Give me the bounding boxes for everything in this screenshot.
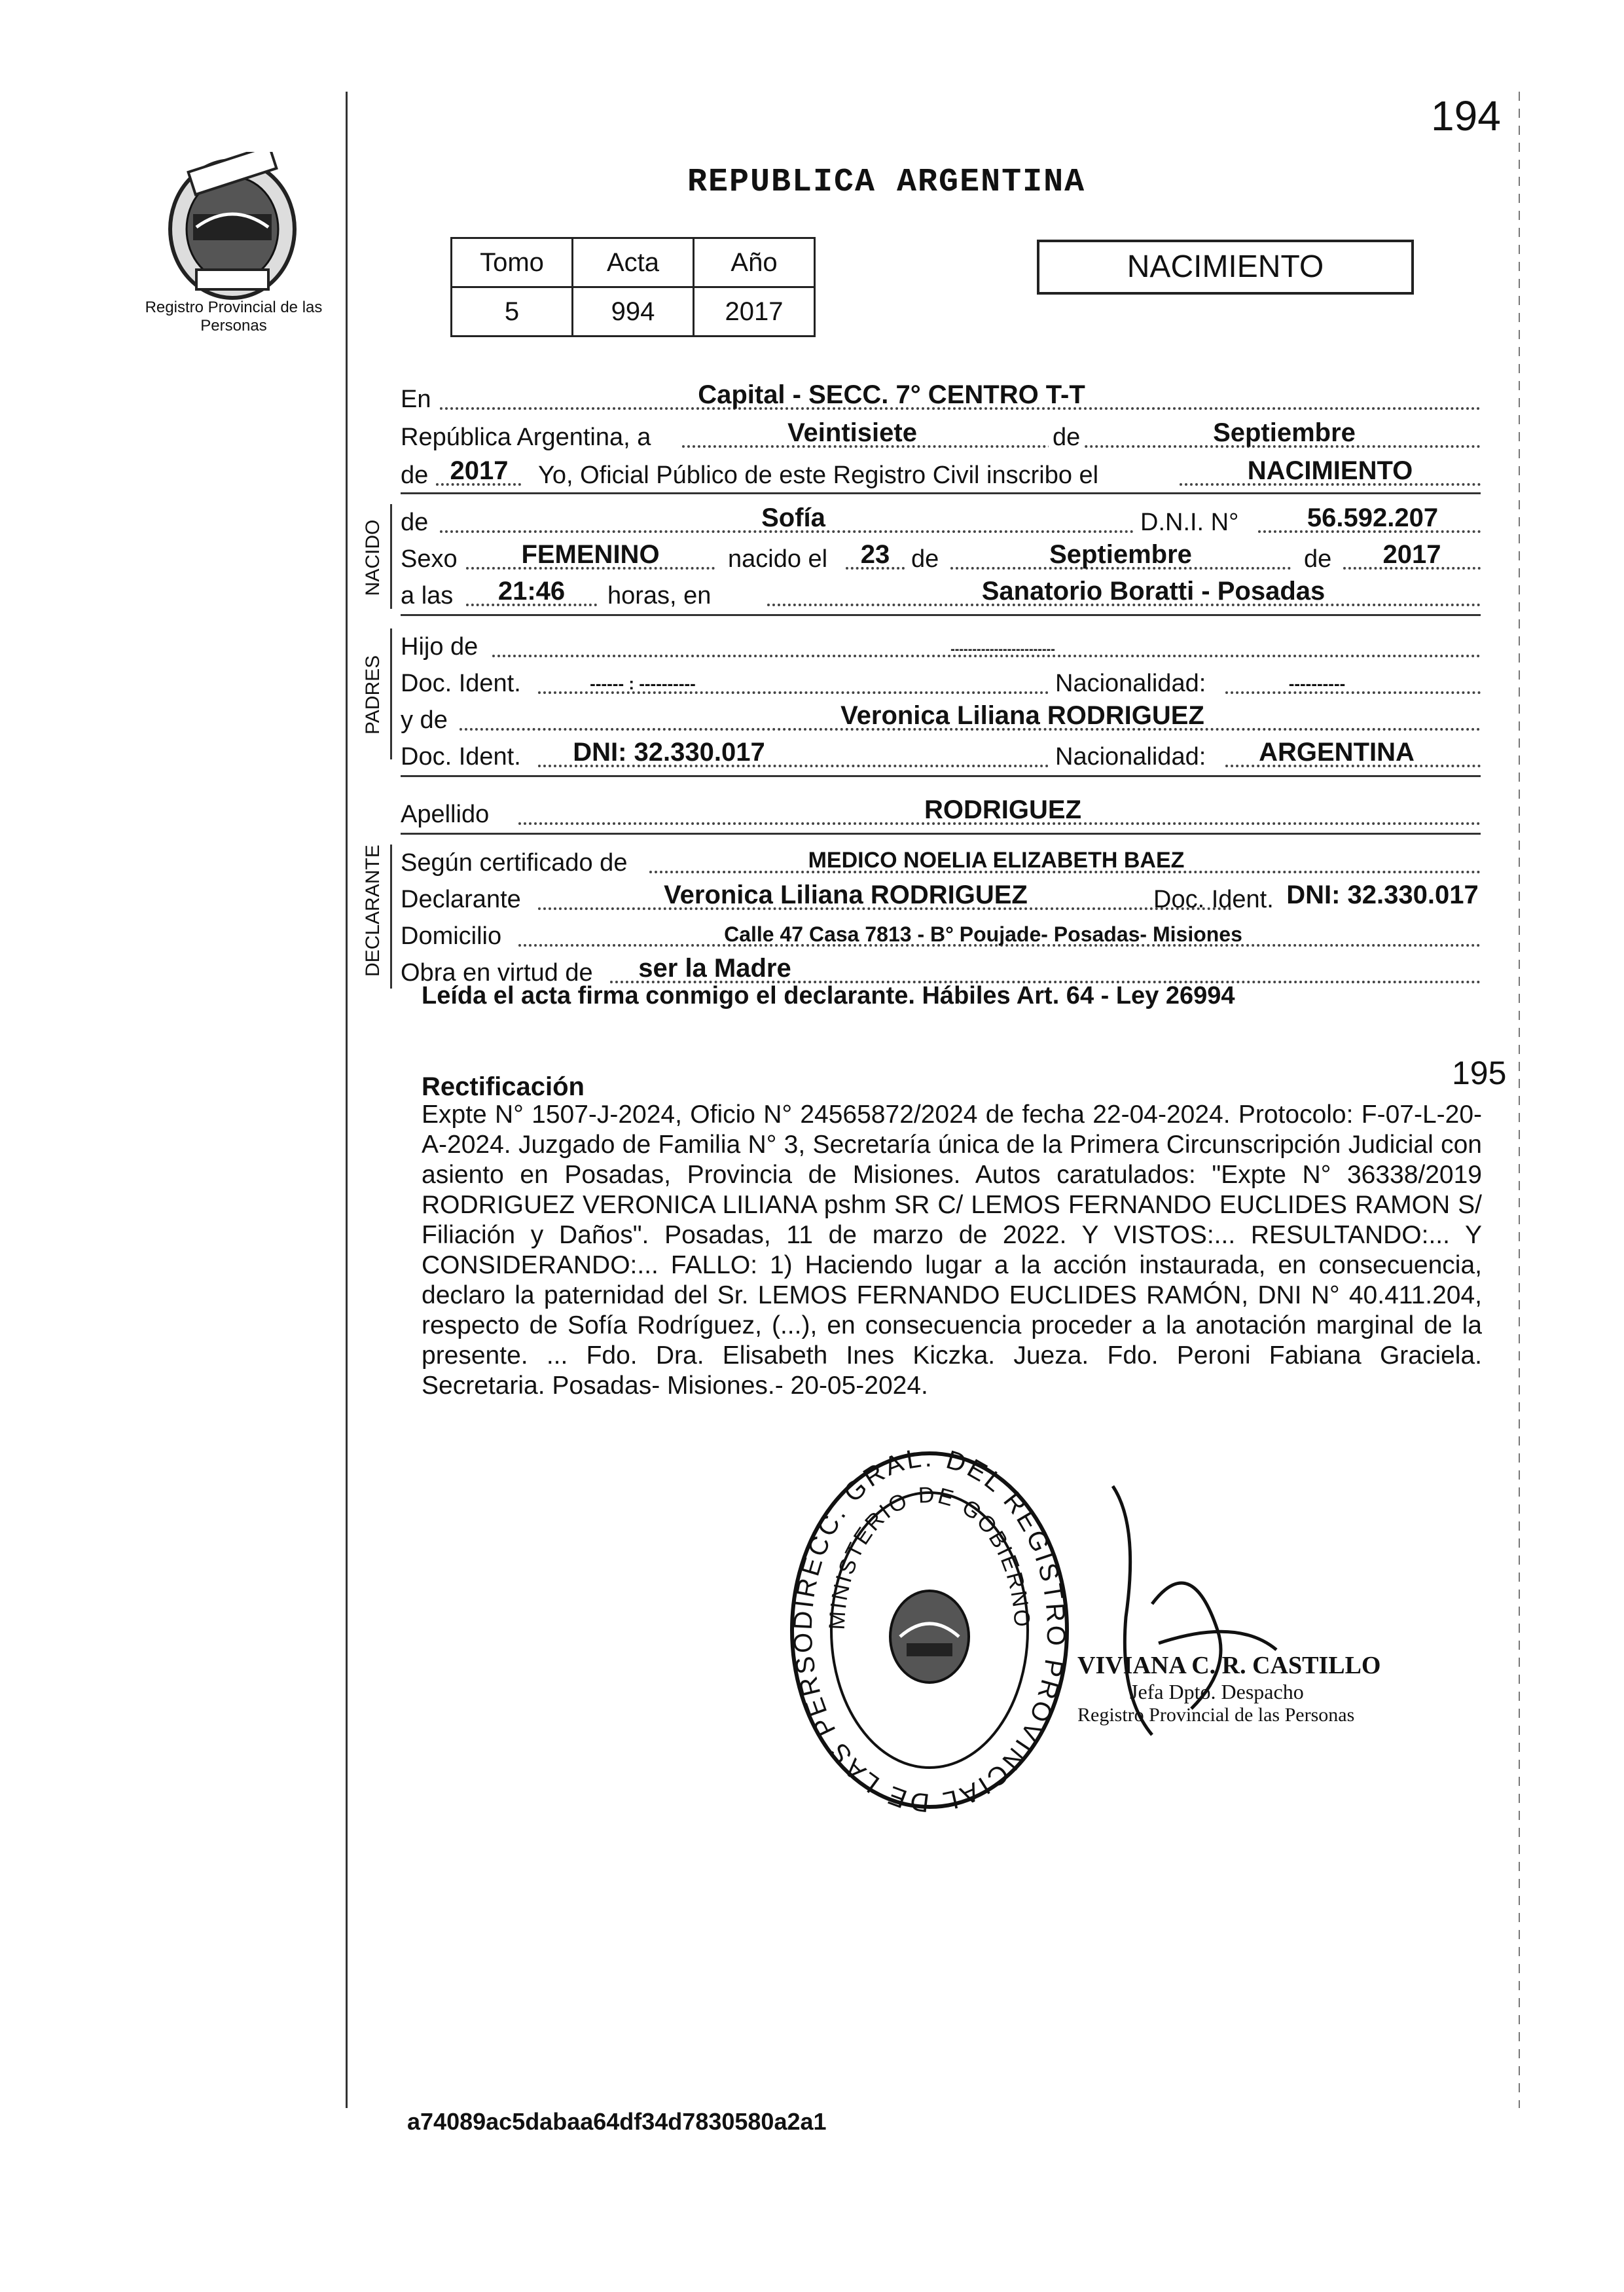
year-value: 2017	[450, 456, 509, 485]
left-margin-line	[346, 92, 348, 2108]
rectificacion-page-number: 195	[1452, 1055, 1507, 1091]
rectificacion-title: Rectificación	[422, 1072, 585, 1101]
nacido-de-label: de	[401, 509, 429, 536]
nacido-bar	[390, 504, 392, 609]
declarante-label: Declarante	[401, 886, 521, 913]
en-label: En	[401, 386, 431, 413]
father-nac-label: Nacionalidad:	[1055, 670, 1206, 697]
row-time-place	[401, 571, 1481, 610]
signer-org: Registro Provincial de las Personas	[1077, 1704, 1355, 1726]
birth-year-value: 2017	[1382, 540, 1441, 569]
obra-label: Obra en virtud de	[401, 959, 593, 987]
apellido-value: RODRIGUEZ	[924, 795, 1081, 824]
section-divider-2	[401, 614, 1481, 616]
declarante-doc-label: Doc. Ident.	[1153, 886, 1274, 913]
row-mother	[401, 695, 1481, 735]
nacido-de-label-3: de	[1304, 545, 1332, 573]
nacido-el-label: nacido el	[728, 545, 828, 573]
tomo-acta-anio-table	[450, 237, 816, 337]
hijo-de-label: Hijo de	[401, 633, 478, 661]
row-date	[401, 412, 1481, 452]
rectificacion-text: Expte N° 1507-J-2024, Oficio N° 24565872/2024 de fecha 22-04-2024. Protocolo: F-07-L-20-A-2024. Juzgado de Familia N° 3, Secretaría única de la Primera Circunscripción Judicial con asiento en Posadas, Provincia de Misiones. Autos caratulados: "Expte N° 36338/2019 RODRIGUEZ VERONICA LILIANA pshm SR C/ LEMOS FERNANDO EUCLIDES RAMON S/ Filiación y Daños". Posadas, 11 de marzo de 2022. Y VISTOS:... RESULTANDO:... Y CONSIDERANDO:... FALLO: 1) Haciendo lugar a la acción instaurada, en consecuencia, declaro la paternidad del Sr. LEMOS FERNANDO EUCLIDES RAMÓN, DNI N° 40.411.204, respecto de Sofía Rodríguez, (...), en consecuencia proceder a la anotación marginal de la presente. ... Fdo. Dra. Elisabeth Ines Kiczka. Jueza. Fdo. Peroni Fabiana Graciela. Secretaria. Posadas- Misiones.- 20-05-2024.	[422, 1101, 1482, 1400]
row-domicilio	[401, 911, 1481, 951]
birth-month-value: Septiembre	[1049, 540, 1192, 569]
declarante-value: Veronica Liliana RODRIGUEZ	[664, 881, 1028, 909]
child-name-value: Sofía	[761, 503, 825, 532]
father-doc-value: ------ : ----------	[590, 674, 696, 693]
declarante-section-label: DECLARANTE	[362, 845, 384, 977]
stamp-inner-text: MINISTERIO DE GOBIERNO	[824, 1482, 1035, 1631]
row-father	[401, 622, 1481, 661]
anio-value: 2017	[694, 287, 815, 337]
row-obra	[401, 948, 1481, 987]
father-value: ------------------------	[950, 642, 1055, 657]
cert-value: MEDICO NOELIA ELIZABETH BAEZ	[808, 848, 1185, 873]
father-nac-value: ----------	[1288, 674, 1346, 693]
country-title: REPUBLICA ARGENTINA	[687, 164, 1086, 201]
stamp-outer-text: DIRECC. GRAL. DEL REGISTRO PROVINCIAL DE LAS PERSO	[788, 1447, 1071, 1813]
domicilio-value: Calle 47 Casa 7813 - B° Poujade- Posadas- Misiones	[724, 922, 1242, 946]
padres-bar	[390, 628, 392, 759]
nacido-de-label-2: de	[911, 545, 939, 573]
de-label-2: de	[401, 462, 429, 489]
row-name	[401, 498, 1481, 537]
row-apellido	[401, 790, 1481, 829]
mother-doc-value: DNI: 32.330.017	[573, 738, 765, 767]
yde-label: y de	[401, 706, 448, 734]
republica-label: República Argentina, a	[401, 424, 651, 451]
day-words-value: Veintisiete	[787, 418, 917, 447]
birth-time-value: 21:46	[497, 577, 566, 606]
place-value: Capital - SECC. 7° CENTRO T-T	[698, 380, 1085, 409]
acta-value: 994	[573, 287, 694, 337]
mother-nac-value: ARGENTINA	[1259, 738, 1415, 767]
birth-day-value: 23	[860, 540, 890, 569]
registry-name: Registro Provincial de las Personas	[145, 299, 323, 335]
declarante-doc-value: DNI: 32.330.017	[1286, 881, 1479, 909]
tomo-value: 5	[452, 287, 573, 337]
section-divider-3	[401, 775, 1481, 777]
section-divider	[401, 492, 1481, 494]
declarante-bar	[390, 845, 392, 989]
signer-name: VIVIANA C. R. CASTILLO	[1077, 1652, 1381, 1679]
row-cert	[401, 838, 1481, 877]
document-hash: a74089ac5dabaa64df34d7830580a2a1	[407, 2108, 827, 2135]
right-margin-line	[1519, 92, 1520, 2108]
acta-label: Acta	[573, 238, 694, 287]
apellido-label: Apellido	[401, 801, 490, 828]
row-sex-birth	[401, 534, 1481, 573]
row-declarante	[401, 875, 1481, 914]
section-divider-4	[401, 833, 1481, 835]
domicilio-label: Domicilio	[401, 922, 502, 950]
cert-label: Según certificado de	[401, 849, 628, 877]
obra-value: ser la Madre	[638, 954, 791, 983]
de-label-1: de	[1049, 424, 1084, 452]
row-mother-doc	[401, 732, 1481, 771]
mother-nac-label: Nacionalidad:	[1055, 743, 1206, 771]
record-type-box: NACIMIENTO	[1037, 240, 1414, 295]
closing-statement: Leída el acta firma conmigo el declarante. Hábiles Art. 64 - Ley 26994	[422, 982, 1235, 1010]
coat-of-arms-icon	[890, 1591, 969, 1683]
father-doc-label: Doc. Ident.	[401, 670, 521, 697]
tomo-label: Tomo	[452, 238, 573, 287]
signature-block	[1077, 1651, 1418, 1743]
page-number: 194	[1431, 92, 1501, 139]
month-value: Septiembre	[1213, 418, 1356, 447]
row-inscribe	[401, 450, 1481, 490]
mother-value: Veronica Liliana RODRIGUEZ	[840, 701, 1204, 730]
signer-role: Jefa Dpto. Despacho	[1130, 1680, 1304, 1703]
official-stamp	[785, 1447, 1074, 1813]
dni-label: D.N.I. N°	[1140, 509, 1239, 536]
yo-text: Yo, Oficial Público de este Registro Civil inscribo el	[538, 462, 1099, 489]
row-father-doc	[401, 659, 1481, 698]
child-dni-value: 56.592.207	[1307, 503, 1439, 532]
province-seal-logo	[157, 152, 308, 302]
anio-label: Año	[694, 238, 815, 287]
mother-doc-label: Doc. Ident.	[401, 743, 521, 771]
row-place	[401, 374, 1481, 414]
birth-place-value: Sanatorio Boratti - Posadas	[981, 577, 1326, 606]
inscribe-value: NACIMIENTO	[1247, 456, 1413, 485]
sexo-value: FEMENINO	[521, 540, 660, 569]
alas-label: a las	[401, 582, 454, 609]
sexo-label: Sexo	[401, 545, 458, 573]
nacido-section-label: NACIDO	[362, 519, 384, 596]
padres-section-label: PADRES	[362, 655, 384, 735]
horas-label: horas, en	[607, 582, 712, 609]
